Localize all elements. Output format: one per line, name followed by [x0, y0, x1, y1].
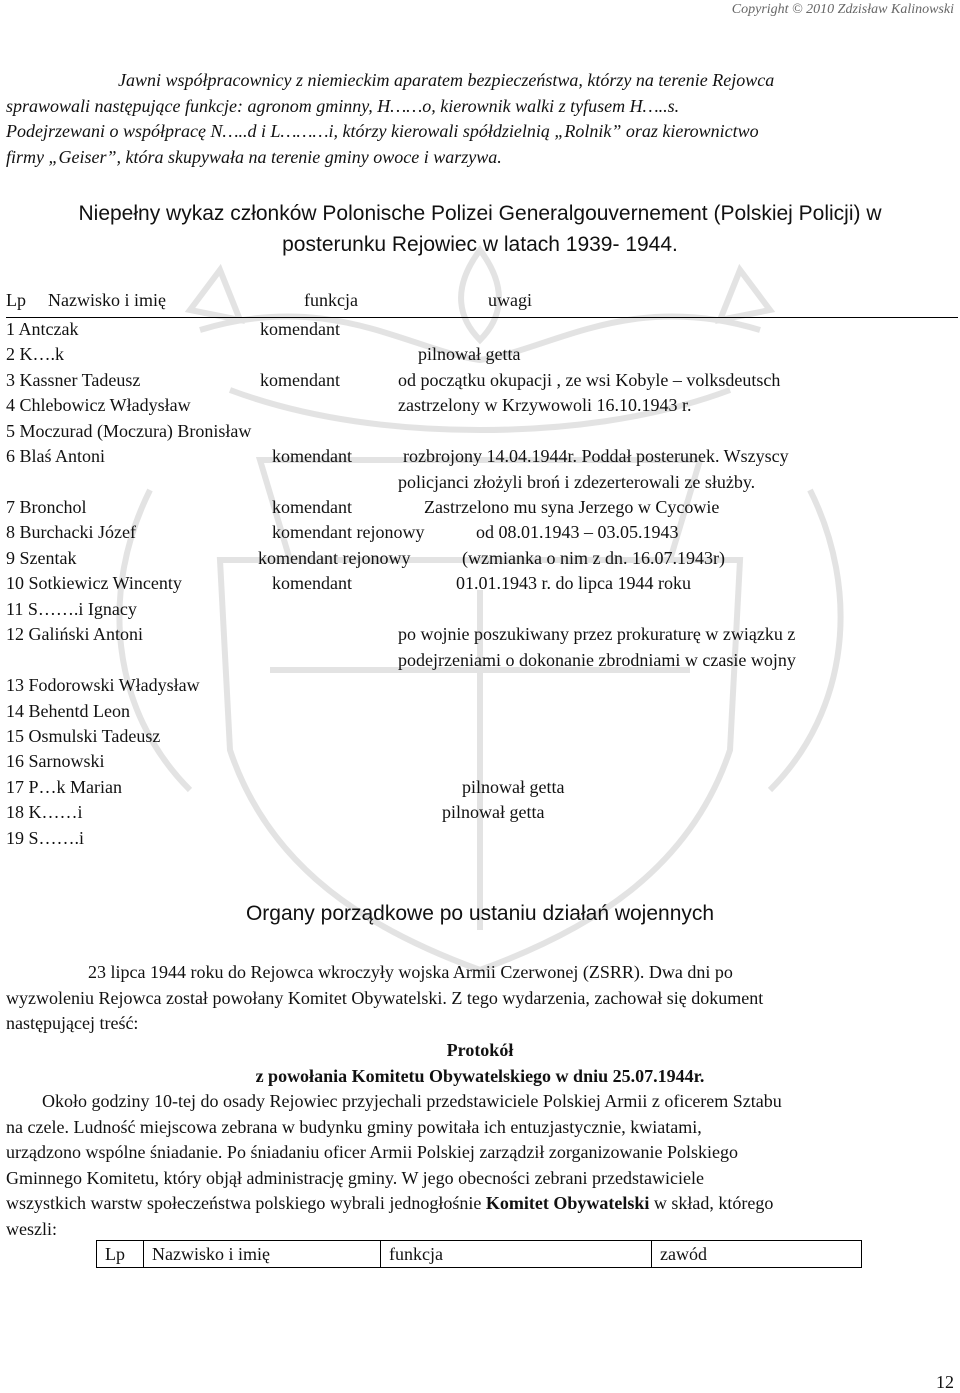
- header-function: funkcja: [304, 290, 358, 310]
- member-function: komendant rejonowy: [258, 548, 411, 568]
- member-notes: pilnował getta: [462, 777, 565, 797]
- protocol-title: Protokół: [446, 1040, 514, 1060]
- member-name: 12 Galiński Antoni: [6, 624, 144, 644]
- member-notes: policjanci złożyli broń i zdezerterowali ze służby.: [398, 472, 756, 492]
- para-line: weszli:: [6, 1218, 57, 1239]
- member-name: 11 S…….i Ignacy: [6, 599, 137, 619]
- intro-line: sprawowali następujące funkcje: agronom gminny, H……o, kierownik walki z tyfusem H…..s.: [6, 95, 680, 116]
- member-notes: po wojnie poszukiwany przez prokuraturę w związku z: [398, 624, 796, 644]
- member-notes: Zastrzelono mu syna Jerzego w Cycowie: [424, 497, 720, 517]
- member-function: komendant rejonowy: [272, 522, 425, 542]
- member-notes: od początku okupacji , ze wsi Kobyle – volksdeutsch: [398, 370, 781, 390]
- th-occupation: zawód: [652, 1241, 862, 1268]
- member-notes: (wzmianka o nim z dn. 16.07.1943r): [462, 548, 725, 568]
- member-name: 18 K……i: [6, 802, 83, 822]
- member-name: 9 Szentak: [6, 548, 77, 568]
- members-list-title: [0, 198, 960, 260]
- th-function: funkcja: [381, 1241, 652, 1268]
- intro-line: firmy „Geiser”, która skupywała na terenie gminy owoce i warzywa.: [6, 146, 502, 167]
- th-lp: Lp: [97, 1241, 144, 1268]
- member-notes: rozbrojony 14.04.1944r. Poddał posterunek. Wszyscy: [403, 446, 789, 466]
- title-line: posterunku Rejowiec w latach 1939- 1944.: [282, 233, 678, 256]
- header-rule: [6, 317, 958, 318]
- title-line: Niepełny wykaz członków Polonische Polizei Generalgouvernement (Polskiej Policji) w: [78, 202, 882, 225]
- member-notes: pilnował getta: [418, 344, 521, 364]
- member-name: 4 Chlebowicz Władysław: [6, 395, 191, 415]
- para-line: na czele. Ludność miejscowa zebrana w budynku gminy powitała ich entuzjastycznie, kwiatami,: [6, 1116, 702, 1137]
- member-name: 19 S…….i: [6, 828, 85, 848]
- member-notes: pilnował getta: [442, 802, 545, 822]
- member-function: komendant: [272, 446, 352, 466]
- para-line: Gminnego Komitetu, który objął administrację gminy. W jego obecności zebrani przedstawiciele: [6, 1167, 704, 1188]
- page-number: 12: [936, 1372, 954, 1392]
- protocol-text: [6, 1089, 954, 1242]
- text-span: w skład, którego: [649, 1193, 774, 1213]
- member-function: komendant: [260, 319, 340, 339]
- member-function: komendant: [272, 497, 352, 517]
- para-line: 23 lipca 1944 roku do Rejowca wkroczyły wojska Armii Czerwonej (ZSRR). Dwa dni po: [88, 962, 733, 982]
- member-name: 17 P…k Marian: [6, 777, 122, 797]
- para-line: Około godziny 10-tej do osady Rejowiec przyjechali przedstawiciele Polskiej Armii z oficerem Sztabu: [42, 1091, 782, 1111]
- intro-paragraph: [6, 68, 954, 170]
- member-name: 5 Moczurad (Moczura) Bronisław: [6, 421, 252, 441]
- section-title: Organy porządkowe po ustaniu działań wojennych: [245, 902, 715, 925]
- intro-line: Jawni współpracownicy z niemieckim aparatem bezpieczeństwa, którzy na terenie Rejowca: [118, 70, 775, 90]
- header-lp: Lp: [6, 290, 26, 310]
- th-name: Nazwisko i imię: [144, 1241, 381, 1268]
- section-paragraph: [6, 960, 954, 1037]
- header-name: Nazwisko i imię: [48, 290, 166, 310]
- member-function: komendant: [260, 370, 340, 390]
- member-name: 6 Blaś Antoni: [6, 446, 106, 466]
- member-name: 2 K….k: [6, 344, 64, 364]
- para-line: następującej treść:: [6, 1013, 139, 1033]
- committee-table: [96, 1240, 862, 1268]
- member-notes: podejrzeniami o dokonanie zbrodniami w czasie wojny: [398, 650, 796, 670]
- para-line: [6, 1191, 954, 1217]
- member-name: 7 Bronchol: [6, 497, 87, 517]
- member-name: 14 Behentd Leon: [6, 701, 130, 721]
- para-line: urządzono wspólne śniadanie. Po śniadaniu oficer Armii Polskiej zarządził zorganizowanie Polskiego: [6, 1142, 738, 1162]
- para-line: wyzwoleniu Rejowca został powołany Komitet Obywatelski. Z tego wydarzenia, zachował się dokument: [6, 987, 764, 1008]
- member-name: 8 Burchacki Józef: [6, 522, 136, 542]
- member-name: 3 Kassner Tadeusz: [6, 370, 141, 390]
- copyright-notice: Copyright © 2010 Zdzisław Kalinowski: [731, 2, 954, 17]
- member-name: 1 Antczak: [6, 319, 79, 339]
- member-name: 15 Osmulski Tadeusz: [6, 726, 161, 746]
- member-name: 10 Sotkiewicz Wincenty: [6, 573, 182, 593]
- member-name: 16 Sarnowski: [6, 751, 105, 771]
- table-header-row: [97, 1241, 862, 1268]
- member-notes: 01.01.1943 r. do lipca 1944 roku: [456, 573, 691, 593]
- protocol-subtitle: z powołania Komitetu Obywatelskiego w dniu 25.07.1944r.: [255, 1066, 705, 1086]
- member-name: 13 Fodorowski Władysław: [6, 675, 200, 695]
- text-span: wszystkich warstw społeczeństwa polskiego wybrali jednogłośnie: [6, 1193, 486, 1213]
- header-notes: uwagi: [488, 290, 532, 310]
- member-notes: od 08.01.1943 – 03.05.1943: [476, 522, 679, 542]
- member-function: komendant: [272, 573, 352, 593]
- member-notes: zastrzelony w Krzywowoli 16.10.1943 r.: [398, 395, 692, 415]
- intro-line: Podejrzewani o współpracę N…..d i L………i, którzy kierowali spółdzielnią „Rolnik” oraz kierownictwo: [6, 121, 759, 141]
- bold-span: Komitet Obywatelski: [485, 1193, 650, 1213]
